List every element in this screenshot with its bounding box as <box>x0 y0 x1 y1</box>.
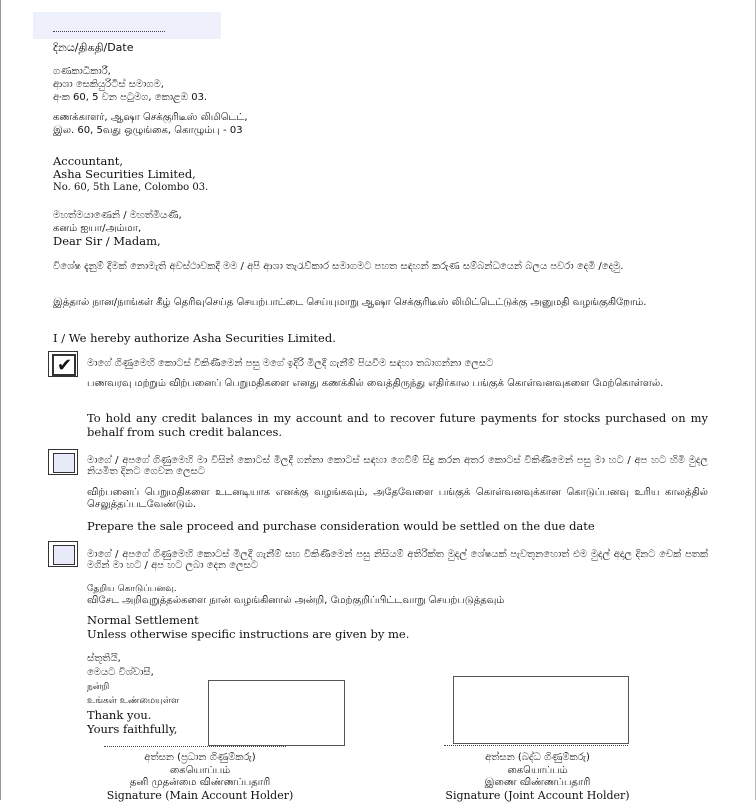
salutation-ta: கனம் ஐயா/அம்மா, <box>53 222 182 235</box>
option-3-english-2: Unless otherwise specific instructions are given by me. <box>87 627 708 641</box>
main-sig-ta-1: கையொப்பம் <box>90 765 310 778</box>
option-2-english: Prepare the sale proceed and purchase consideration would be settled on the due date <box>87 519 708 533</box>
addressee-en-line: No. 60, 5th Lane, Colombo 03. <box>53 181 208 194</box>
option-1-checkbox[interactable] <box>48 351 78 377</box>
joint-signature-box[interactable] <box>453 676 629 744</box>
addressee-ta-line: இல. 60, 5வது ஒழுங்கை, கொழும்பு - 03 <box>53 124 248 137</box>
option-1-sinhala: මාගේ ගිණුමෙහි කොටස් විකිණීමෙන් පසු මගේ ඉදිරි මිලදී ගැනීම් පියවීම සඳහා තබාගන්නා ලෙසට <box>87 358 708 369</box>
closing-ta-2: உங்கள் உண்மையுள்ள <box>87 694 287 708</box>
joint-signature-caption <box>425 752 650 802</box>
addressee-en-line: Accountant, <box>53 155 208 168</box>
main-signature-line <box>104 746 286 747</box>
closing-si-2: මෙයට විශ්වාසී, <box>87 666 287 680</box>
main-signature-box[interactable] <box>208 680 345 746</box>
joint-sig-en: Signature (Joint Account Holder) <box>425 790 650 802</box>
closing-en-2: Yours faithfully, <box>87 722 287 736</box>
main-sig-si: අත්සන (ප්‍රධාන ගිණුම්කරු) <box>90 752 310 765</box>
closing-si-1: ස්තූතියි, <box>87 652 287 666</box>
addressee-english <box>53 155 208 194</box>
option-2-checkbox-inner <box>53 453 75 473</box>
date-input-highlight[interactable] <box>33 12 221 39</box>
addressee-tamil <box>53 111 248 137</box>
main-sig-ta-2: தனி முதன்மை விண்ணப்பதாரி <box>90 777 310 790</box>
date-label: දිනය/திகதி/Date <box>53 41 134 56</box>
addressee-si-line: ගණකාධිකාරී, <box>53 65 207 78</box>
option-3-tamil <box>87 584 708 607</box>
joint-sig-ta-2: இணை விண்ணப்பதாரி <box>425 777 650 790</box>
page-edge-left <box>0 0 1 800</box>
salutation-si: මහත්මයාණෙනි / මහත්මියණි, <box>53 209 182 222</box>
salutation <box>53 209 182 248</box>
joint-signature-line <box>444 745 628 746</box>
main-sig-en: Signature (Main Account Holder) <box>90 790 310 802</box>
closing-ta-1: நன்றி <box>87 680 287 694</box>
addressee-ta-line: கணக்காளர், ஆஷா செக்குரிடீஸ் லிமிடெட், <box>53 111 248 124</box>
main-signature-caption <box>90 752 310 802</box>
date-dotted-line <box>53 31 165 32</box>
addressee-en-line: Asha Securities Limited, <box>53 168 208 181</box>
intro-english: I / We hereby authorize Asha Securities Limited. <box>53 332 336 345</box>
salutation-en: Dear Sir / Madam, <box>53 235 182 248</box>
option-3-english <box>87 613 708 641</box>
option-2-tamil: விற்பனைப் பெறுமதிகளை உடனடியாக எனக்கு வழங்கவும், அதேவேளை பங்குக் கொள்வனவுக்கான கொடுப்பனவு உரிய காலத்தில் செலுத்தப்படவேண்டும். <box>87 487 708 511</box>
option-3-tamil-2: விசேட அறிவுறுத்தல்களை நான் வழங்கினால் அன்றி, மேற்குறிப்பிட்டவாறு செயற்படுத்தவும் <box>87 595 708 607</box>
option-3-checkbox-inner <box>53 545 75 565</box>
option-3-checkbox[interactable] <box>48 541 78 567</box>
checkmark-icon: ✔ <box>57 355 72 376</box>
addressee-si-line: අංක 60, 5 වන පටුමග, කොළඹ 03. <box>53 91 207 104</box>
joint-sig-ta-1: கையொப்பம் <box>425 765 650 778</box>
intro-tamil: இத்தால் நான/நாங்கள் கீழ் தெரிவுசெய்த செயற்பாட்டை செய்யுமாறு ஆஷா செக்குரிடீஸ் லிமிட்டெட்டுக்கு அனுமதி வழங்குகிறோம். <box>53 296 653 309</box>
intro-sinhala: විශේෂ දැනුම් දීමක් නොමැති අවස්ථාවකදී මම / අපි ආශා තැරැව්කාර සමාගමට පහත සඳහන් කරුණ සම්බන්ධයෙන් බලය පවරා දෙමි /දෙමු. <box>53 260 709 273</box>
closing-en-1: Thank you. <box>87 708 287 722</box>
joint-sig-si: අත්සන (බද්ධ ගිණුම්කරු) <box>425 752 650 765</box>
addressee-si-line: ආශා සෙකියුරිටීස් සමාගම, <box>53 78 207 91</box>
option-3-sinhala: මාගේ / අපගේ ගිණුමෙහි කොටස් මිලදී ගැනීම් සහ විකිණීමෙන් පසු නිසියම් අතිරික්ත මුදල් ශේෂයක් පැවතුනහොත් එම මුදල් අදාල දිනට චෙක් පතක් මගින් මා හට / අප හට ලබා දෙන ලෙසට <box>87 549 708 571</box>
option-1-english: To hold any credit balances in my account and to recover future payments for stocks purchased on my behalf from such credit balances. <box>87 411 708 439</box>
option-3-tamil-1: தேறிய கொடுப்பனவு. <box>87 584 708 595</box>
option-2-checkbox[interactable] <box>48 449 78 475</box>
option-3-english-1: Normal Settlement <box>87 613 708 627</box>
option-2-sinhala: මාගේ / අපගේ ගිණුමෙහි මා විසින් කොටස් මිලදී ගන්නා කොටස් සඳහා ගෙවීම් සිදු කරන අතර කොටස් විකිණීමෙන් පසු මා හට / අප හට හිමි මුදල නියමිත දිනට ගෙවන ලෙසට <box>87 455 708 477</box>
option-1-checkbox-inner <box>52 354 76 376</box>
addressee-sinhala <box>53 65 207 104</box>
option-1-tamil: பணவரவு மற்றும் விற்பனைப் பெறுமதிகளை எனது கணக்கில் வைத்திருந்து எதிர்கால பங்குக் கொள்வனவுகளை மேற்கொள்ளல். <box>87 378 708 390</box>
